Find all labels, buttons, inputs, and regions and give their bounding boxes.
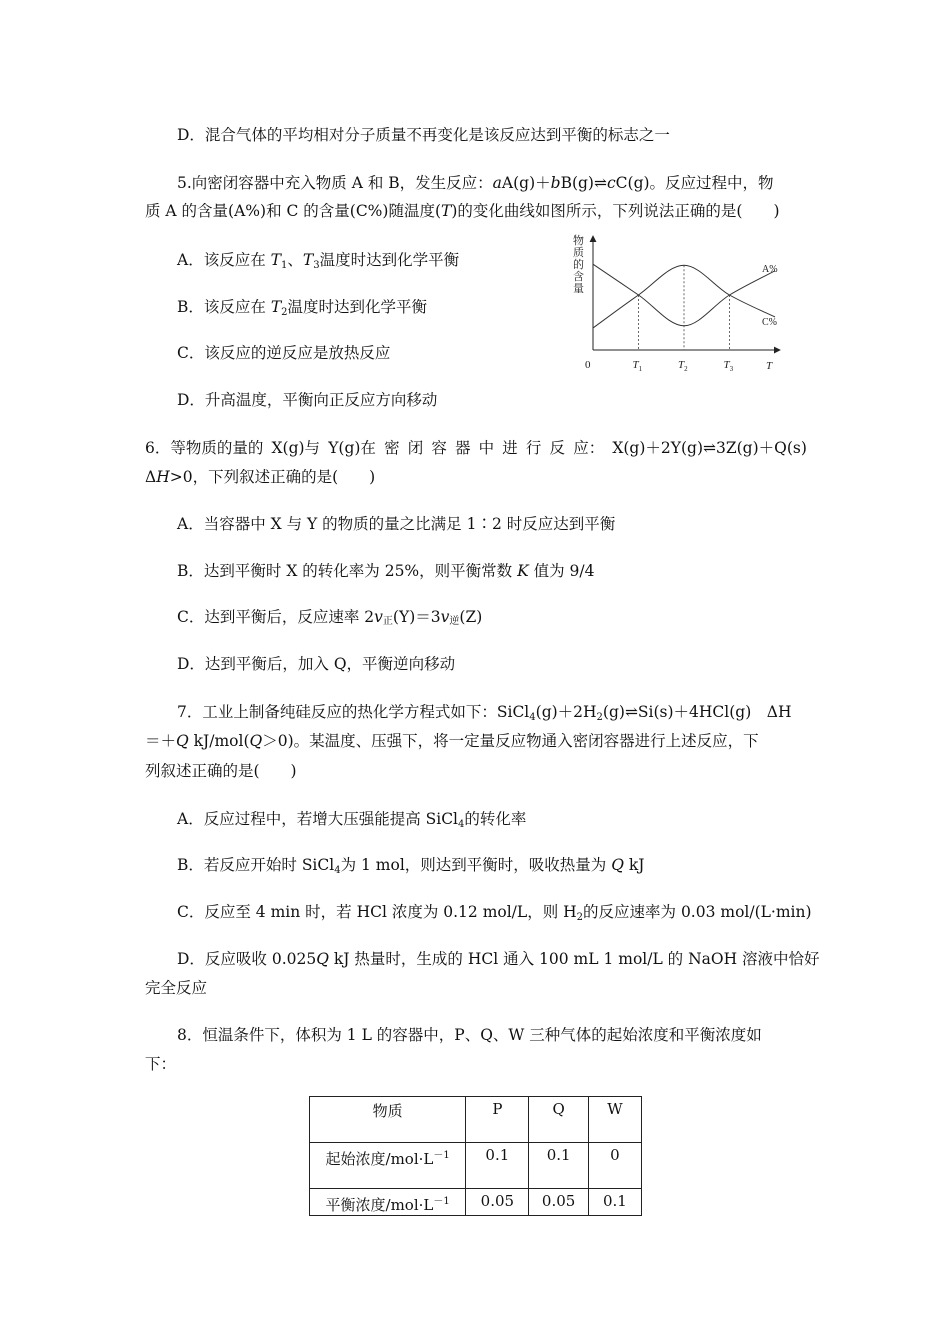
header-p: P [466,1097,529,1143]
q6-stem-token: 行 [525,439,542,457]
q6-option-a: A．当容器中 X 与 Y 的物质的量之比满足 1∶2 时反应达到平衡 [177,515,616,533]
table-cell: 0.1 [529,1143,588,1189]
q7-stem-line2: ＝＋Q kJ/mol(Q＞0)。某温度、压强下，将一定量反应物通入密闭容器进行上述反应，下 [145,732,759,750]
q7-stem-line3: 列叙述正确的是( ) [145,762,297,780]
header-substance: 物质 [310,1097,466,1143]
q6-stem-token: X(g)与 [271,439,321,457]
q7-option-c: C．反应至 4 min 时，若 HCl 浓度为 0.12 mol/L，则 $H_2$的反应速率为 0.03 mol/(L·min) [177,903,812,923]
header-w: W [588,1097,641,1143]
q7-stem-line1: 7．工业上制备纯硅反应的热化学方程式如下：$SiCl_4(g)+2H_2(g)\rightleftharpoons Si(s)+4HCl(g)$ ΔH [177,703,792,723]
q4-option-d: D．混合气体的平均相对分子质量不再变化是该反应达到平衡的标志之一 [177,126,670,144]
concentration-table [309,1096,642,1216]
origin-label: 0 [585,359,591,371]
x-tick-label-t3: $T_3$ [723,359,734,373]
x-tick-label-t1: $T_1$ [632,359,643,373]
q5-option-d: D．升高温度，平衡向正反应方向移动 [177,391,438,409]
q5-option-c: C．该反应的逆反应是放热反应 [177,344,391,362]
table-row [310,1189,642,1216]
q6-stem-token: 密 [384,439,400,457]
x-tick-label-t2: $T_2$ [678,359,688,373]
q8-stem-line1: 8．恒温条件下，体积为 1 L 的容器中，P、Q、W 三种气体的起始浓度和平衡浓度如 [177,1026,762,1044]
q7-option-a: A．反应过程中，若增大压强能提高 SiCl$_4$的转化率 [177,810,527,830]
q6-stem-token: X(g)＋2Y(g)⇌3Z(g)＋Q(s) [612,439,807,457]
series-label-c-percent: C% [762,317,777,328]
table-cell: 0.05 [466,1189,529,1216]
series-label-a-percent: A% [762,264,778,275]
q6-stem-token: 反 [549,439,566,457]
q6-option-c: C．达到平衡后，反应速率 2v正(Y)＝3v逆(Z) [177,608,483,627]
row-label-equilibrium: 平衡浓度$/mol\cdot L^{-1}$ [310,1189,466,1216]
q5-option-a: A．该反应在 $T_1$、$T_3$温度时达到化学平衡 [177,251,460,271]
y-axis-label [573,233,584,295]
svg-text:物质的含量: 物质的含量 [573,235,584,295]
table-cell: 0.1 [588,1189,641,1216]
q5-option-b: B．该反应在 $T_2$温度时达到化学平衡 [177,298,428,318]
q6-stem-token: 闭 [407,439,424,457]
x-axis-label: T [766,360,773,372]
q6-stem-token: 应： [573,439,605,457]
q6-stem-token: 容 [431,439,447,457]
row-label-initial: 起始浓度$/mol\cdot L^{-1}$ [310,1143,466,1189]
table-cell: 0 [588,1143,641,1189]
q6-stem-line2: ΔH>0，下列叙述正确的是( ) [145,468,376,486]
q6-option-b: B．达到平衡时 X 的转化率为 25%，则平衡常数 K 值为 9/4 [177,562,595,580]
header-q: Q [529,1097,588,1143]
table-cell: 0.1 [466,1143,529,1189]
q6-option-d: D．达到平衡后，加入 Q，平衡逆向移动 [177,655,456,673]
q8-stem-line2: 下： [145,1055,177,1073]
q5-stem-line1: 5.向密闭容器中充入物质 A 和 B，发生反应：aA(g)＋bB(g)⇌cC(g)。反应过程中，物 [177,174,774,192]
table-cell: 0.05 [529,1189,588,1216]
q7-option-d-line2: 完全反应 [145,979,208,997]
q6-stem-token: 进 [502,439,518,457]
content-temperature-chart [568,232,788,378]
table-header-row [310,1097,642,1143]
q6-stem-token: 中 [478,439,495,457]
table-row [310,1143,642,1189]
q6-stem-token: Y(g)在 [328,439,376,457]
q6-stem-line1 [145,437,807,459]
q7-option-d-line1: D．反应吸收 0.025Q kJ 热量时，生成的 HCl 通入 100 mL 1 mol/L 的 NaOH 溶液中恰好 [177,950,820,968]
q6-stem-token: 器 [454,439,471,457]
q7-option-b: B．若反应开始时 SiCl$_4$为 1 mol，则达到平衡时，吸收热量为 Q kJ [177,856,645,876]
q5-stem-line2: 质 A 的含量(A%)和 C 的含量(C%)随温度(T)的变化曲线如图所示，下列说法正确的是( ) [145,202,780,220]
q6-stem-token: 6．等物质的量的 [145,439,264,457]
